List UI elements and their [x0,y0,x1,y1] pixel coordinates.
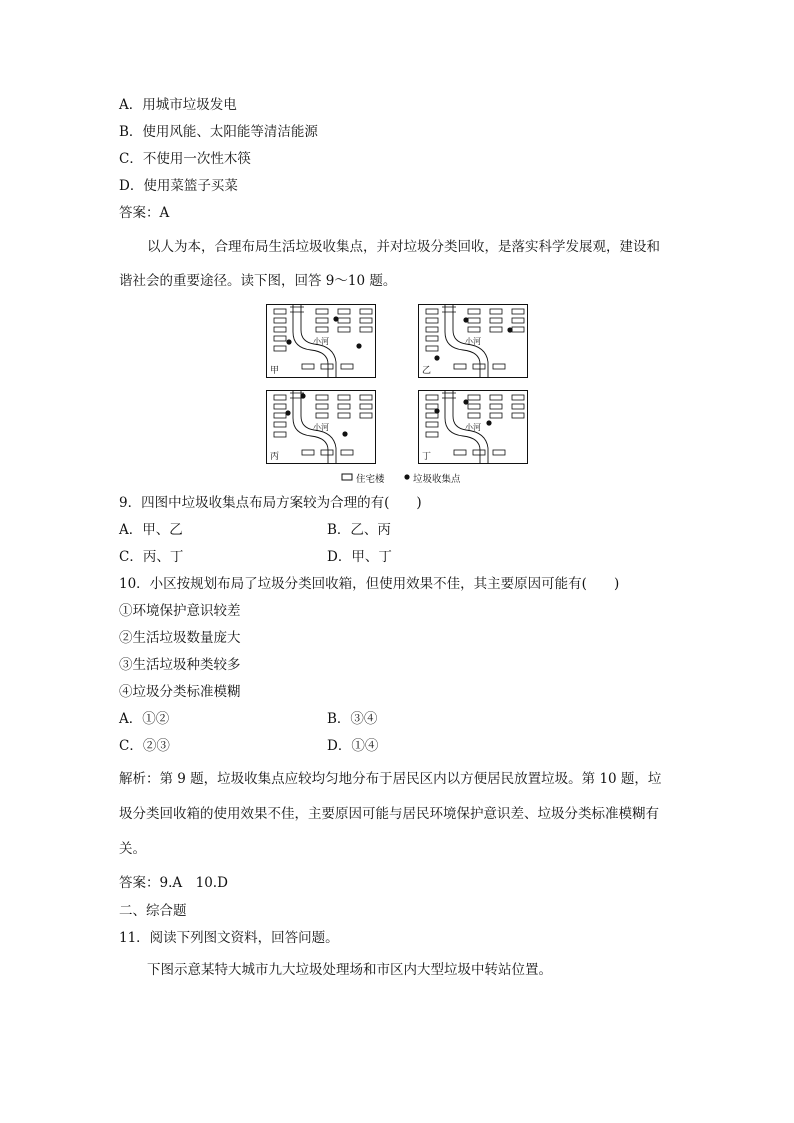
panel-yi [418,304,528,378]
housing-block [512,327,524,332]
housing-block [338,309,350,314]
section-heading: 二、综合题 [119,903,187,919]
intro-line-1: 以人为本，合理布局生活垃圾收集点，并对垃圾分类回收，是落实科学发展观，建设和 [147,239,660,255]
collection-point [463,317,468,322]
housing-block [490,309,502,314]
housing-block [274,404,286,409]
intro-line-2: 谐社会的重要途径。读下图，回答 9～10 题。 [119,273,397,289]
collection-point [342,431,347,436]
q11-stem: 11．阅读下列图文资料，回答问题。 [119,930,339,946]
housing-block [468,413,480,418]
housing-block [360,395,372,400]
housing-block [426,336,438,341]
river-label: 小河 [313,337,329,346]
q10-options-row-2 [119,737,379,755]
housing-block [512,404,524,409]
housing-block [360,309,372,314]
analysis-line-1: 解析：第 9 题，垃圾收集点应较均匀地分布于居民区内以方便居民放置垃圾。第 10 题，垃 [119,771,662,787]
q10-item-1: ①环境保护意识较差 [119,603,241,619]
answer-9-10: 答案：9.A 10.D [119,875,228,891]
housing-block [426,309,438,314]
housing-block [490,318,502,323]
housing-block [316,327,328,332]
housing-block [274,327,286,332]
q10-item-4: ④垃圾分类标准模糊 [119,684,241,700]
collection-point [463,399,468,404]
housing-block [316,309,328,314]
collection-point [286,339,291,344]
housing-block [426,404,438,409]
panel-ding [418,390,528,464]
housing-block [341,364,353,369]
q10-option-c: C．②③ [119,738,170,754]
housing-block [454,364,466,369]
panel-label: 甲 [270,366,280,376]
q10-option-a: A．①② [119,711,170,727]
housing-block [426,327,438,332]
q9-options-row-1 [119,521,391,539]
housing-block [493,450,505,455]
housing-block [316,395,328,400]
housing-block [316,318,328,323]
river-label: 小河 [313,423,329,432]
housing-block [321,364,333,369]
collection-point [356,343,361,348]
q9-stem: 9．四图中垃圾收集点布局方案较为合理的有( ) [119,495,422,511]
q9-option-d: D．甲、丁 [327,549,392,565]
housing-block [338,318,350,323]
housing-block [316,413,328,418]
housing-block [274,309,286,314]
housing-block [490,327,502,332]
q9-options-row-2 [119,548,392,566]
panel-label: 丁 [422,452,432,462]
housing-block [468,395,480,400]
figure-legend [264,470,534,486]
legend-collection-label: 垃圾收集点 [413,474,461,485]
legend-housing-label: 住宅楼 [356,474,385,485]
housing-block [302,450,314,455]
panel-label: 乙 [422,366,432,376]
panel-label: 丙 [270,452,280,462]
q10-option-d: D．①④ [327,738,379,754]
housing-block [274,395,286,400]
housing-block [341,450,353,455]
layout-figure [264,304,534,488]
q10-option-b: B．③④ [327,711,378,727]
collection-point [285,410,290,415]
panel-map [418,390,528,464]
housing-block [274,432,286,437]
panel-bing [266,390,376,464]
collection-point [507,327,512,332]
housing-block [512,309,524,314]
q10-stem: 10．小区按规划布局了垃圾分类回收箱，但使用效果不佳，其主要原因可能有( ) [119,576,620,592]
panel-map [266,304,376,378]
housing-block [360,318,372,323]
q11-intro: 下图示意某特大城市九大垃圾处理场和市区内大型垃圾中转站位置。 [147,962,552,978]
housing-block [360,404,372,409]
housing-block [426,413,438,418]
legend-dot-icon [404,474,409,479]
housing-block [360,327,372,332]
housing-block [468,327,480,332]
housing-block [490,413,502,418]
river-label: 小河 [465,423,481,432]
housing-block [321,450,333,455]
housing-block [454,450,466,455]
analysis-line-2: 圾分类回收箱的使用效果不佳，主要原因可能与居民环境保护意识差、垃圾分类标准模糊有 [119,806,659,822]
panel-jia [266,304,376,378]
q9-option-a: A．甲、乙 [119,522,183,538]
legend-symbols [264,470,534,486]
legend-housing-icon [342,474,352,480]
housing-block [512,318,524,323]
housing-block [468,318,480,323]
housing-block [426,395,438,400]
housing-block [493,364,505,369]
housing-block [316,404,328,409]
housing-block [274,336,286,341]
option-c-q8: C．不使用一次性木筷 [119,151,251,167]
analysis-line-3: 关。 [119,841,146,857]
housing-block [490,395,502,400]
option-b-q8: B．使用风能、太阳能等清洁能源 [119,124,318,140]
housing-block [512,395,524,400]
housing-block [468,404,480,409]
housing-block [426,422,438,427]
housing-block [426,346,438,351]
housing-block [512,413,524,418]
housing-block [274,318,286,323]
housing-block [473,364,485,369]
housing-block [360,413,372,418]
housing-block [274,413,286,418]
q9-option-c: C．丙、丁 [119,549,184,565]
collection-point [486,420,491,425]
housing-block [426,432,438,437]
collection-point [434,355,439,360]
collection-point [434,408,439,413]
housing-block [468,309,480,314]
river-label: 小河 [465,337,481,346]
collection-point [333,316,338,321]
option-a-q8: A．用城市垃圾发电 [119,97,237,113]
housing-block [338,327,350,332]
q10-options-row-1 [119,710,378,728]
answer-q8: 答案：A [119,205,170,221]
housing-block [338,413,350,418]
q10-item-3: ③生活垃圾种类较多 [119,657,241,673]
housing-block [473,450,485,455]
housing-block [490,404,502,409]
q10-item-2: ②生活垃圾数量庞大 [119,630,241,646]
panel-map [418,304,528,378]
housing-block [338,395,350,400]
housing-block [274,346,286,351]
panel-map [266,390,376,464]
option-d-q8: D．使用菜篮子买菜 [119,178,238,194]
housing-block [274,422,286,427]
housing-block [426,318,438,323]
collection-point [300,393,305,398]
housing-block [338,404,350,409]
q9-option-b: B．乙、丙 [327,522,391,538]
housing-block [302,364,314,369]
